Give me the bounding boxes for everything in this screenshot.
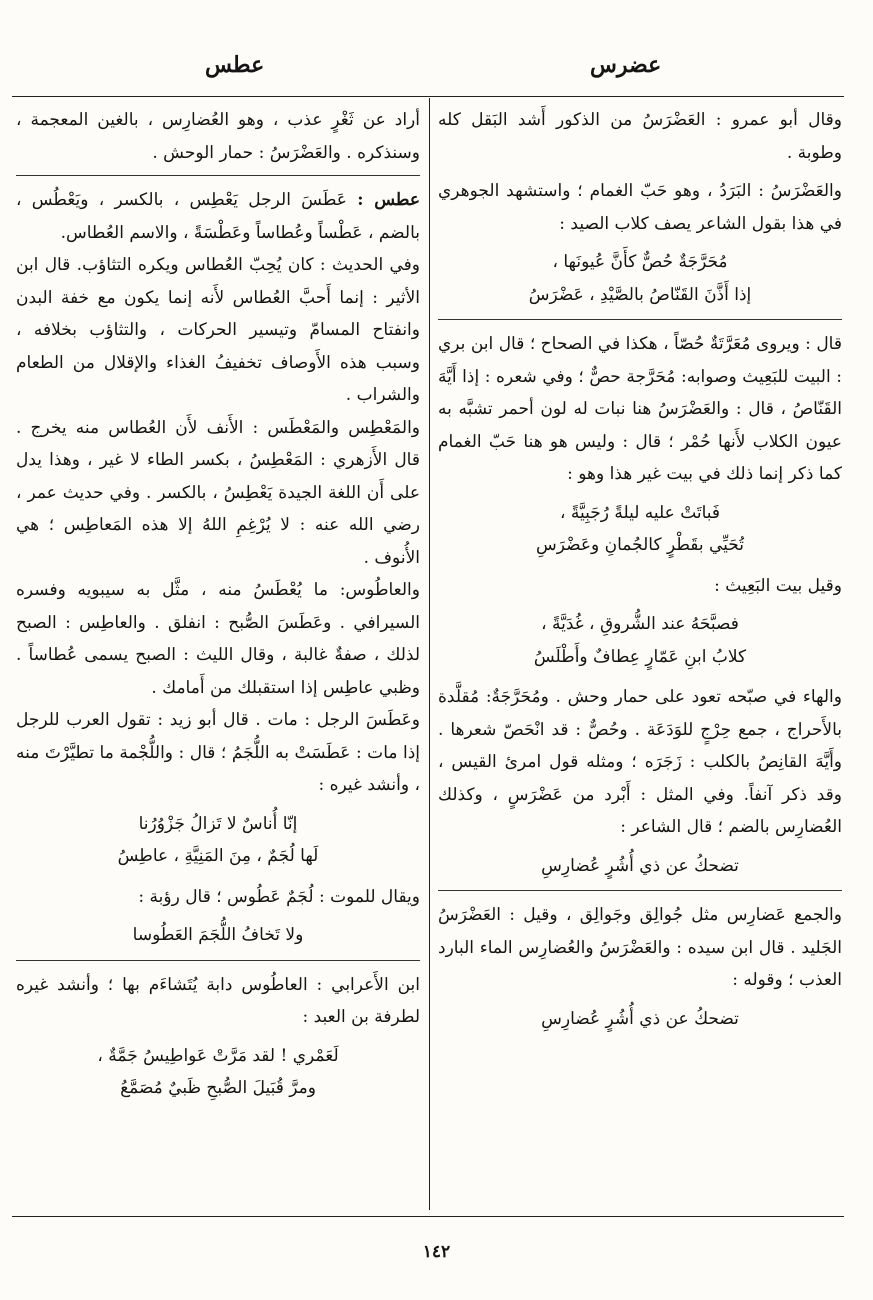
- header-left-title: عطس: [205, 52, 265, 78]
- verse-line: تضحكُ عن ذي أُشُرٍ عُضارِسِ: [541, 1008, 739, 1029]
- right-para-6: والجمع عَضارِس مثل جُوالِق وجَوالِق ، وقيل : العَضْرَسُ الجَليد . قال ابن سيده : والعَضْرَسُ والعُضارِس الماء البارد العذب ؛ وقوله :: [438, 905, 842, 990]
- left-para-5: والعاطُوس: ما يُعْطَسُ منه ، مثَّل به سيبويه وفسره السيرافي . وعَطَسَ الصُّبح : انفلق . والعاطِس : الصبح لذلك ، صفةٌ غالبة ، وقال الليث : الصبح يسمى عُطاساً . وظبي عاطِس إذا استقبلك من أَمامك .: [16, 580, 420, 698]
- left-para-8: ابن الأَعرابي : العاطُوس دابة يُتَشاءَم بها ؛ وأنشد غيره لطرفة بن العبد :: [16, 974, 420, 1027]
- column-divider: [429, 98, 430, 1210]
- entry-headword: عطس :: [357, 190, 420, 210]
- verse-line: لَها لُجَمٌ ، مِنَ المَنِيَّةِ ، عاطِسُ: [117, 846, 319, 866]
- left-para-7: ويقال للموت : لُجَمٌ عَطُوس ؛ قال رؤبة :: [138, 886, 420, 907]
- top-rule: [12, 96, 844, 97]
- left-para-2: عَطَسَ الرجل يَعْطِس ، بالكسر ، ويَعْطُس ، بالضم ، عَطْساً وعُطاساً وعَطْسَةً ، والاسم العُطاس.: [16, 190, 420, 243]
- verse-line: تضحكُ عن ذي أُشُرٍ عُضارِسِ: [541, 855, 739, 876]
- header-right-title: عضرس: [590, 52, 662, 78]
- verse-line: إذا أَذَّنَ القَنّاصُ بالصَّيْدِ ، عَضْرَسُ: [528, 284, 752, 305]
- right-verse-3: [438, 608, 842, 673]
- separator-rule: [438, 890, 842, 891]
- verse-line: فَباتَتْ عليه ليلةً رُجَبِيَّةً ،: [559, 502, 721, 523]
- left-verse-3: [16, 1040, 420, 1105]
- left-para-3: وفي الحديث : كان يُحِبّ العُطاس ويكره التثاؤب. قال ابن الأثير : إنما أَحبَّ العُطاس لأَنه إنما يكون مع خفة البدن وانفتاح المسامّ وتيسير الحركات ، والتثاؤب بخلافه ، وسبب هذه الأَوصاف تخفيفُ الغذاء والإقلال من الطعام والشراب .: [16, 255, 420, 405]
- bottom-rule: [12, 1216, 844, 1217]
- right-verse-4: [438, 850, 842, 883]
- right-verse-1: [438, 246, 842, 311]
- right-para-1: وقال أبو عمرو : العَضْرَسُ من الذكور أَشد البَقل كله وطوبة .: [438, 110, 842, 163]
- left-para-4: والمَعْطِس والمَعْطَس : الأَنف لأَن العُطاس منه يخرج . قال الأَزهري : المَعْطِسُ ، بكسر الطاء لا غير ، وهذا يدل على أَن اللغة الجيدة يَعْطِسُ ، بالكسر . وفي حديث عمر ، رضي الله عنه : لا يُرْغِمِ اللهُ إلا هذه المَعاطِس ؛ هي الأُنوف .: [16, 417, 420, 568]
- left-para-6: وعَطَسَ الرجل : مات . قال أبو زيد : تقول العرب للرجل إذا مات : عَطَسَتْ به اللُّجَمُ ؛ قال : واللُّجْمة ما تطيَّرْتَ منه ، وأنشد غيره :: [16, 710, 420, 795]
- page-number: ١٤٢: [422, 1242, 451, 1262]
- separator-rule: [16, 175, 420, 176]
- left-verse-1: [16, 808, 420, 873]
- verse-line: تُحَيِّي بقَطْرٍ كالجُمانِ وعَضْرَسِ: [535, 535, 745, 555]
- verse-line: فصبَّحَهُ عند الشُّروقِ ، غُدَيَّةً ،: [541, 614, 739, 634]
- right-para-5: والهاء في صبّحه تعود على حمار وحش . ومُحَرَّجَةٌ: مُقلَّدة بالأَحراج ، جمع حِرْجٍ للوَدَعَة . وحُصٌّ : قد انْحَصّ شعرها . وأَيَّهَ القانِصُ بالكلب : زَجَرَه ؛ ومثله قول امرئ القيس ، وقد ذكر آنفاً. وفي المثل : أَبْرد من عَضْرَسٍ ، وكذلك العُضارِس بالضم ؛ قال الشاعر :: [438, 687, 842, 837]
- verse-line: إنّا أُناسٌ لا تَزالُ جَزْوُرُنا: [138, 813, 298, 834]
- verse-line: مُحَرَّجَةٌ حُصٌّ كأَنَّ عُيونَها ،: [552, 252, 728, 272]
- verse-line: ومرَّ قُبَيلَ الصُّبحِ ظَبيٌ مُصَمَّعُ: [120, 1078, 316, 1098]
- left-verse-2: [16, 919, 420, 952]
- right-verse-5: [438, 1003, 842, 1036]
- right-column: [438, 104, 842, 1212]
- left-para-1: أراد عن ثَغْرٍ عذب ، وهو العُضارِس ، بالغين المعجمة ، وسنذكره . والعَضْرَسُ : حمار الوحش .: [16, 110, 420, 163]
- separator-rule: [438, 319, 842, 320]
- verse-line: ولا تَخافُ اللُّجَمَ العَطُوسا: [132, 925, 304, 945]
- right-para-2: والعَضْرَسُ : البَرَدُ ، وهو حَبّ الغمام ؛ واستشهد الجوهري في هذا بقول الشاعر يصف كلاب الصيد :: [438, 181, 842, 234]
- verse-line: لَعَمْري ! لقد مَرَّتْ عَواطِيسُ جَمَّةٌ ،: [97, 1045, 339, 1066]
- verse-line: كلابُ ابنِ عَمّارٍ عِطافٌ وأَطْلَسُ: [533, 646, 747, 667]
- separator-rule: [16, 960, 420, 961]
- right-para-3: قال : ويروى مُعَرَّتَةٌ حُصّاً ، هكذا في الصحاح ؛ قال ابن بري : البيت للبَعِيث وصوابه: مُحَرَّجة حصٌّ ؛ وفي شعره : إذا أَيَّهَ القَنّاصُ ، قال : والعَضْرَسُ هنا نبات له لون أحمر تشبَّه به عيون الكلاب لأَنها حُمْر ؛ قال : وليس هو هنا حَبّ الغمام كما ذكر إنما ذلك في بيت غير هذا وهو :: [438, 334, 842, 484]
- left-entry: [16, 184, 420, 249]
- right-para-4: وقيل بيت البَعِيث :: [714, 575, 842, 596]
- left-column: [16, 104, 420, 1212]
- right-verse-2: [438, 497, 842, 562]
